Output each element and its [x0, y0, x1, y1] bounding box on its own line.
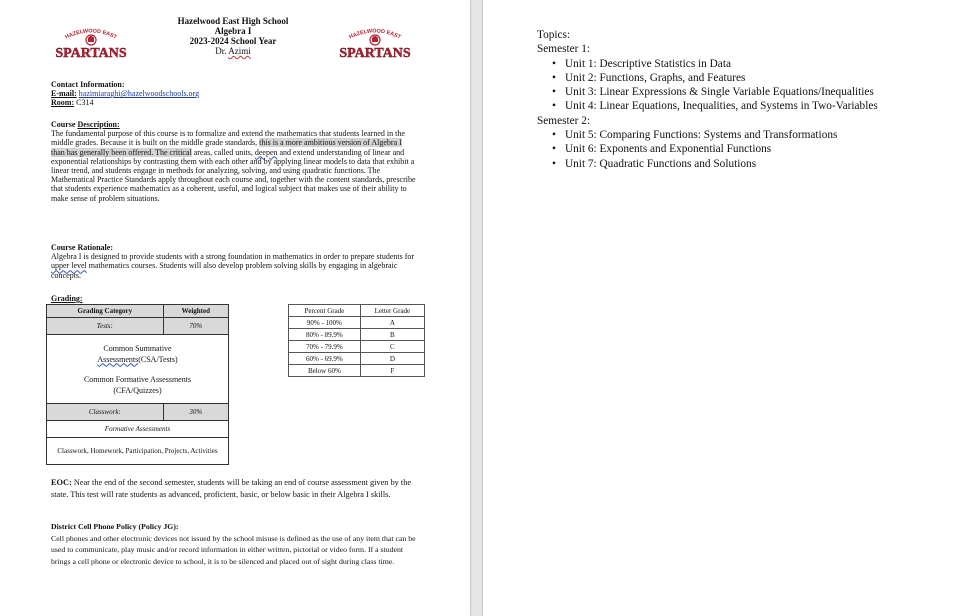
- document-page-1: [0, 0, 470, 616]
- room-value: C314: [76, 98, 94, 108]
- list-item: • Unit 1: Descriptive Statistics in Data: [565, 57, 937, 71]
- email-link[interactable]: hazimiaraghi@hazelwoodschools.org: [78, 89, 200, 99]
- weighted-header: Weighted: [163, 305, 228, 318]
- semester-2-heading: Semester 2:: [537, 114, 591, 127]
- grading-category-table: [46, 304, 229, 465]
- table-row: [289, 329, 425, 341]
- list-item: • Unit 2: Functions, Graphs, and Features: [565, 71, 937, 85]
- letter-cell: F: [360, 365, 424, 377]
- topics-section: [537, 28, 937, 171]
- school-name: Hazelwood East High School: [177, 16, 289, 26]
- rationale-part-2: mathematics courses. Students will also develop problem solving skills by engaging in algebraic concepts.: [51, 261, 398, 280]
- contact-heading: Contact Information:: [51, 80, 125, 89]
- percent-grade-header: Percent Grade: [289, 305, 361, 317]
- percent-cell: Below 60%: [289, 365, 361, 377]
- teacher: [158, 46, 308, 56]
- description-part-1: The fundamental purpose of this course is to formalize and extend the mathematics that students learned in the middle grades. Because it is built on the middle grade standards,: [51, 129, 405, 148]
- description-flagged-word: deepen: [254, 147, 278, 157]
- percent-cell: 70% - 79.9%: [289, 341, 361, 353]
- rationale-part-1: Algebra I is designed to provide students with a strong foundation in mathematics in order to prepare students for: [51, 252, 415, 262]
- description-highlight: this is a more ambitious version of Algebra I than has generally been offered. The critical: [51, 138, 402, 157]
- grading-category-header: Grading Category: [47, 305, 164, 318]
- room-label: Room:: [51, 98, 75, 108]
- percent-cell: 80% - 89.9%: [289, 329, 361, 341]
- rationale-text: [51, 252, 416, 280]
- logo-word: SPARTANS: [55, 46, 127, 60]
- description-text: [51, 129, 416, 203]
- classwork-weight: 30%: [163, 404, 228, 421]
- spartans-logo-right: [338, 26, 412, 60]
- logo-word: SPARTANS: [339, 46, 411, 60]
- table-row: [289, 341, 425, 353]
- cfa-line-2: (CFA/Quizzes): [113, 385, 162, 395]
- percent-cell: 60% - 69.9%: [289, 353, 361, 365]
- cfa-line-1: Common Formative Assessments: [83, 374, 192, 384]
- school-year: 2023-2024 School Year: [189, 36, 277, 46]
- csa-line-1: Common Summative: [103, 343, 172, 353]
- percent-cell: 90% - 100%: [289, 317, 361, 329]
- topics-heading: Topics:: [537, 29, 571, 41]
- description-part-3b: and extend understanding of linear and exponential relationships by contrasting them with each other and by applying linear models to data that exhibit a linear trend, and students engage in methods for analyzing, solving, and using quadratic functions. The Mathematical Practice Standards apply throughout each course and, together with the content standards, prescribe that students experience mathematics as a coherent, useful, and logical subject that makes use of their ability to make sense of problem situations.: [51, 147, 416, 203]
- formative-label: Formative Assessments: [47, 421, 229, 438]
- percent-grade-table: [288, 304, 425, 377]
- course-name: Algebra I: [214, 26, 252, 36]
- classwork-label: Classwork:: [47, 404, 164, 421]
- semester-2-list: [537, 128, 937, 171]
- phone-policy-text: Cell phones and other electronic devices not issued by the school misuse is defined as the use of any item that can be used to communicate, play music and/or record information in either written, pictorial or video form. If a student brings a cell phone or electronic device to school, it is to be silenced and placed out of sight during class time.: [51, 533, 416, 566]
- spartans-logo-left: [54, 26, 128, 60]
- semester-1-list: [537, 57, 937, 114]
- rationale-flagged-word: upper level: [51, 261, 87, 271]
- letter-cell: A: [360, 317, 424, 329]
- document-header: [158, 16, 308, 56]
- list-item: • Unit 5: Comparing Functions: Systems and Transformations: [565, 128, 937, 142]
- document-page-2: [483, 0, 960, 616]
- description-heading-word: Description:: [77, 120, 120, 129]
- logo-arc-text: HAZELWOOD EAST: [348, 28, 402, 41]
- phone-policy-section: [51, 521, 419, 567]
- semester-1-heading: Semester 1:: [537, 43, 591, 56]
- rationale-heading: Course Rationale:: [51, 243, 113, 252]
- csa-line-3: (CSA/Tests): [138, 354, 178, 364]
- letter-cell: D: [360, 353, 424, 365]
- letter-grade-header: Letter Grade: [360, 305, 424, 317]
- teacher-prefix: Dr.: [215, 46, 227, 56]
- letter-cell: C: [360, 341, 424, 353]
- description-part-3a: areas, called units,: [193, 147, 255, 157]
- grading-heading: Grading:: [51, 294, 83, 303]
- description-heading: Course: [51, 120, 78, 129]
- tests-label: Tests:: [47, 318, 164, 335]
- table-row: [289, 365, 425, 377]
- csa-line-2: Assessments: [97, 354, 139, 364]
- list-item: • Unit 4: Linear Equations, Inequalities, and Systems in Two-Variables: [565, 99, 937, 113]
- tests-weight: 70%: [163, 318, 228, 335]
- formative-items: Classwork, Homework, Participation, Projects, Activities: [47, 438, 229, 465]
- eoc-label: EOC:: [51, 478, 72, 487]
- tests-description: [47, 335, 229, 404]
- email-label: E-mail:: [51, 89, 77, 99]
- list-item: • Unit 7: Quadratic Functions and Solutions: [565, 157, 937, 171]
- list-item: • Unit 6: Exponents and Exponential Functions: [565, 142, 937, 156]
- contact-section: [51, 80, 416, 108]
- rationale-section: [51, 243, 416, 280]
- eoc-text: Near the end of the second semester, students will be taking an end of course assessment given by the state. This test will rate students as advanced, proficient, basic, or below basic in their Algebra I skills.: [51, 478, 412, 499]
- table-row: [289, 317, 425, 329]
- eoc-section: [51, 477, 416, 500]
- phone-policy-heading: District Cell Phone Policy (Policy JG):: [51, 522, 179, 531]
- description-section: [51, 120, 416, 203]
- logo-arc-text: HAZELWOOD EAST: [64, 28, 118, 41]
- list-item: • Unit 3: Linear Expressions & Single Variable Equations/Inequalities: [565, 85, 937, 99]
- table-row: [289, 353, 425, 365]
- letter-cell: B: [360, 329, 424, 341]
- teacher-name: Azimi: [228, 46, 251, 56]
